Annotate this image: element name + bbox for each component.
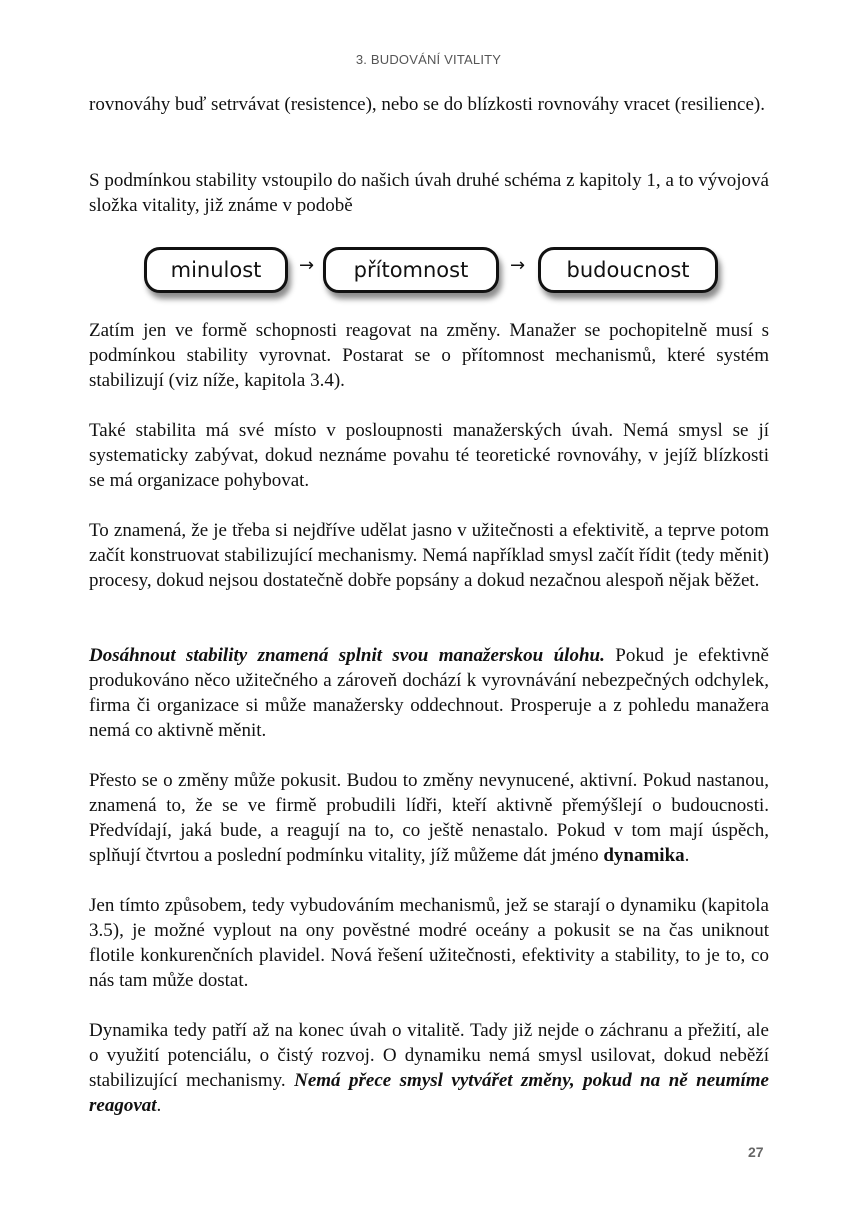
emphasis-text: Dosáhnout stability znamená splnit svou manažerskou úlohu. <box>89 645 605 666</box>
running-head: 3. BUDOVÁNÍ VITALITY <box>355 52 502 67</box>
diagram-box-past: minulost <box>144 247 288 293</box>
diagram-box-future: budoucnost <box>538 247 718 293</box>
paragraph-text <box>89 768 769 868</box>
paragraph-text: Zatím jen ve formě schopnosti reagovat na změny. Manažer se pochopitelně musí s podmínkou stability vyrovnat. Postarat se o přítomnost mechanismů, které systém stabilizují (viz níže, kapitola 3.4). <box>89 320 769 391</box>
paragraph-text-main: Dynamika tedy patří až na konec úvah o vitalitě. Tady již nejde o záchranu a přežití, ale o využití potenciálu, o čistý rozvoj. O dynamiku nemá smysl usilovat, dokud neběží stabilizující mechanismy. <box>89 1020 769 1091</box>
paragraph <box>89 768 769 868</box>
timeline-diagram <box>0 247 857 307</box>
paragraph-text: rovnováhy buď setrvávat (resistence), nebo se do blízkosti rovnováhy vracet (resilience). <box>89 94 765 115</box>
emphasis-text: Nemá přece smysl vytvářet změny, pokud na ně neumíme reagovat <box>89 1070 769 1116</box>
paragraph-text <box>89 1018 769 1118</box>
paragraph <box>89 643 769 743</box>
paragraph-text <box>89 643 769 743</box>
paragraph-text: Jen tímto způsobem, tedy vybudováním mechanismů, jež se starají o dynamiku (kapitola 3.5), je možné vyplout na ony pověstné modré oceány a pokusit se na čas uniknout flotile konkurenčních plavidel. Nová řešení užitečnosti, efektivity a stability, to je to, co nás tam může dostat. <box>89 895 769 991</box>
right-arrow-icon: → <box>510 255 526 276</box>
key-term: dynamika <box>603 845 685 866</box>
page-number: 27 <box>748 1144 764 1160</box>
paragraph-text-main: Přesto se o změny může pokusit. Budou to změny nevynucené, aktivní. Pokud nastanou, znamená to, že se ve firmě probudili lídři, kteří aktivně přemýšlejí o budoucnosti. Předvídají, jaká bude, a reagují na to, co ještě nenastalo. Pokud v tom mají úspěch, splňují čtvrtou a poslední podmínku vitality, jíž můžeme dát jméno <box>89 770 769 866</box>
paragraph <box>89 418 769 493</box>
paragraph-text: S podmínkou stability vstoupilo do našich úvah druhé schéma z kapitoly 1, a to vývojová složka vitality, již známe v podobě <box>89 170 769 216</box>
paragraph <box>89 92 769 117</box>
paragraph-text-rest: Pokud je efektivně produkováno něco užitečného a zároveň dochází k vyrovnávání nebezpečných odchylek, firma či organizace si může manažersky oddechnout. Prosperuje a z pohledu manažera nemá co aktivně měnit. <box>89 645 769 741</box>
paragraph <box>89 168 769 218</box>
paragraph-text: To znamená, že je třeba si nejdříve udělat jasno v užitečnosti a efektivitě, a teprve potom začít konstruovat stabilizující mechanismy. Nemá například smysl začít řídit (tedy měnit) procesy, dokud nejsou dostatečně dobře popsány a dokud nezačnou alespoň nějak běžet. <box>89 520 769 591</box>
paragraph <box>89 518 769 593</box>
paragraph <box>89 893 769 993</box>
paragraph-text-end: . <box>156 1095 162 1116</box>
diagram-box-present: přítomnost <box>323 247 499 293</box>
paragraph-text-end: . <box>684 845 690 866</box>
paragraph <box>89 318 769 393</box>
right-arrow-icon: → <box>299 255 315 276</box>
paragraph <box>89 1018 769 1118</box>
paragraph-text: Také stabilita má své místo v posloupnosti manažerských úvah. Nemá smysl se jí systematicky zabývat, dokud neznáme povahu té teoretické rovnováhy, v jejíž blízkosti se má organizace pohybovat. <box>89 420 769 491</box>
